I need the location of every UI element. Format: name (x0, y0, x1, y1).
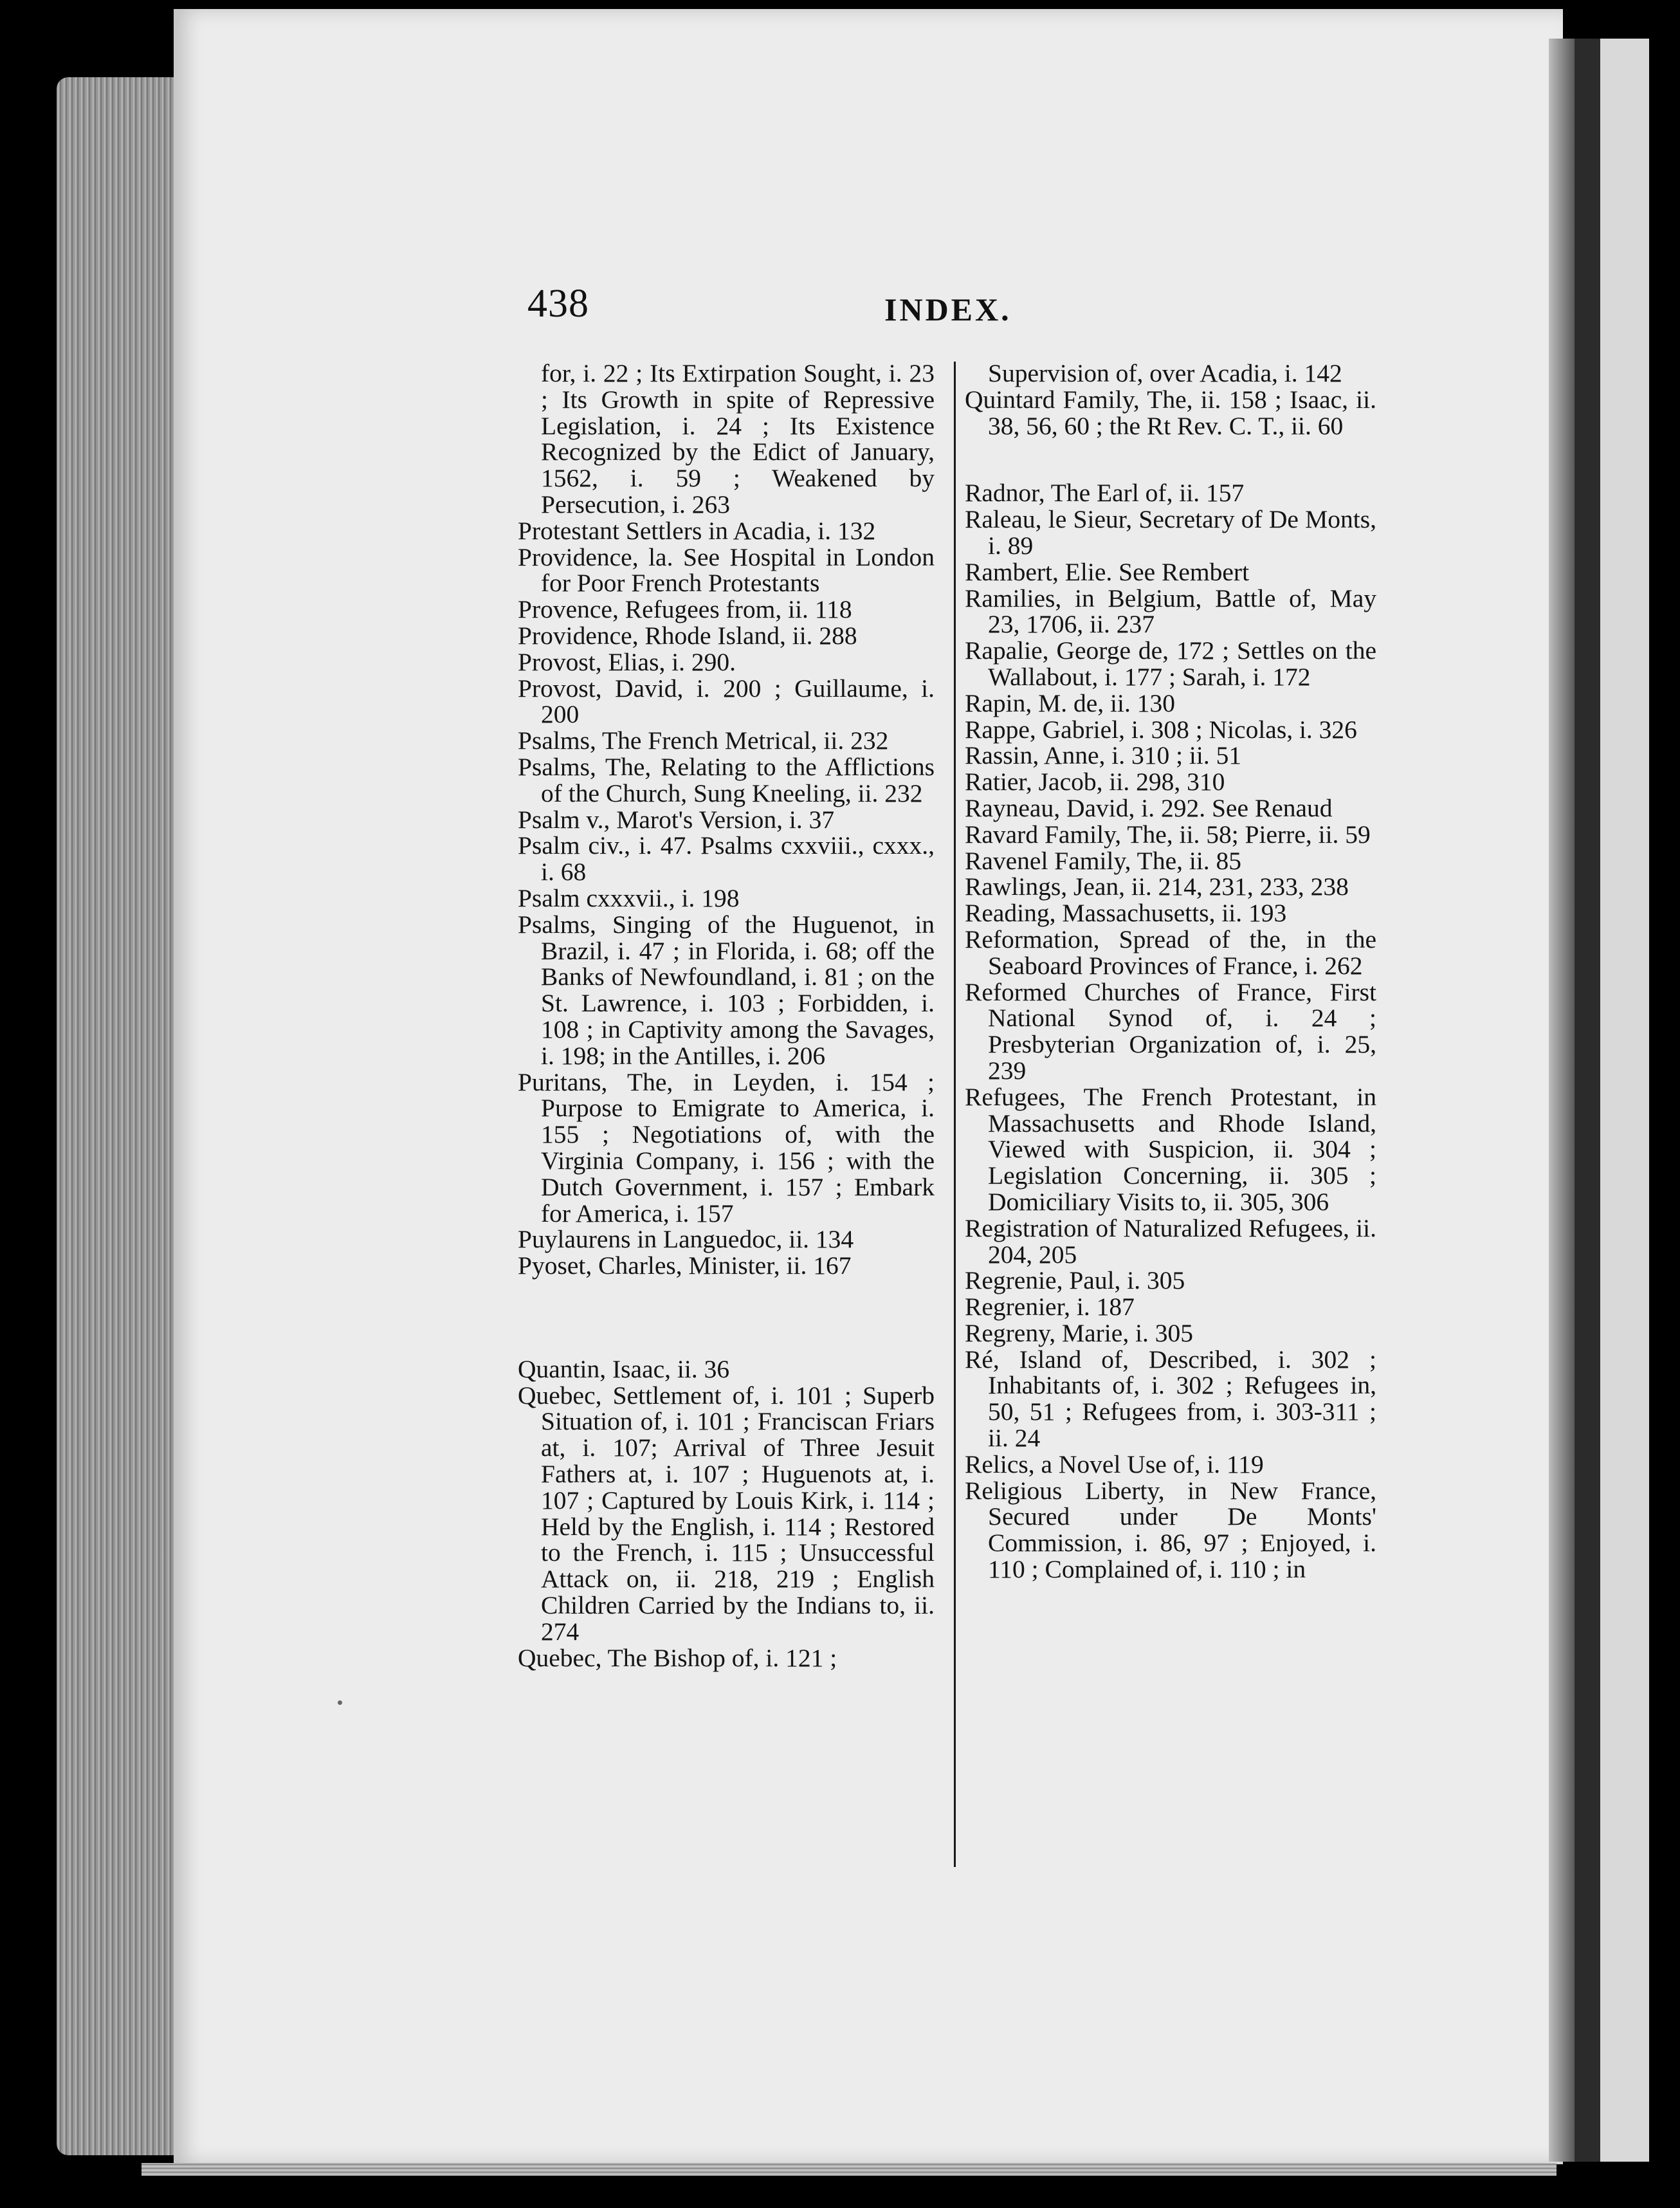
index-entry: Rapalie, George de, 172 ; Settles on the Wallabout, i. 177 ; Sarah, i. 172 (965, 636, 1376, 691)
index-entry: Reading, Massachusetts, ii. 193 (965, 899, 1287, 928)
index-entry: Providence, Rhode Island, ii. 288 (518, 621, 857, 650)
index-entry: Reformation, Spread of the, in the Seaboard Provinces of France, i. 262 (965, 925, 1376, 980)
index-entry: Quebec, Settlement of, i. 101 ; Superb Situation of, i. 101 ; Franciscan Friars at, i. 107; Arrival of Three Jesuit Fathers at, i. 107 ; Huguenots at, i. 107 ; Captured by Louis Kirk, i. 114 ; Held by the English, i. 114 ; Restored to the French, i. 115 ; Unsuccessful Attack on, ii. 218, 219 ; English Children Carried by the Indians to, ii. 274 (518, 1381, 935, 1646)
index-entry: Psalm v., Marot's Version, i. 37 (518, 805, 835, 834)
index-entry: Ré, Island of, Described, i. 302 ; Inhabitants of, i. 302 ; Refugees in, 50, 51 ; Refugees from, i. 303-311 ; ii. 24 (965, 1345, 1376, 1453)
index-entry: Quintard Family, The, ii. 158 ; Isaac, ii. 38, 56, 60 ; the Rt Rev. C. T., ii. 60 (965, 385, 1376, 440)
index-entry: Psalm civ., i. 47. Psalms cxxviii., cxxx., i. 68 (518, 831, 935, 887)
index-entry: Regreny, Marie, i. 305 (965, 1318, 1194, 1347)
column-divider (954, 362, 956, 1867)
letter-group-gap (965, 439, 1376, 480)
index-entry: Registration of Naturalized Refugees, ii. 204, 205 (965, 1213, 1376, 1269)
index-column-right (965, 360, 1376, 1583)
gutter-shadow (1549, 39, 1575, 2162)
index-entry: Rambert, Elie. See Rembert (965, 557, 1250, 586)
index-entry: Provost, David, i. 200 ; Guillaume, i. 200 (518, 674, 935, 729)
index-entry: Raleau, le Sieur, Secretary of De Monts, i. 89 (965, 505, 1376, 560)
index-column-left (518, 360, 935, 1671)
index-entry: Radnor, The Earl of, ii. 157 (965, 479, 1245, 508)
index-entry: Ravard Family, The, ii. 58; Pierre, ii. 59 (965, 820, 1371, 849)
index-entry: for, i. 22 ; Its Extirpation Sought, i. 23 ; Its Growth in spite of Repressive Legislation, i. 24 ; Its Existence Recognized by the Edict of January, 1562, i. 59 ; Weakened by Persecution, i. 263 (541, 359, 935, 519)
letter-group-gap (518, 1279, 935, 1356)
index-entry: Rappe, Gabriel, i. 308 ; Nicolas, i. 326 (965, 715, 1357, 744)
index-entry: Psalm cxxxvii., i. 198 (518, 883, 740, 912)
index-entry: Pyoset, Charles, Minister, ii. 167 (518, 1251, 852, 1280)
index-entry: Quebec, The Bishop of, i. 121 ; (518, 1643, 837, 1672)
index-entry: Psalms, The French Metrical, ii. 232 (518, 726, 889, 755)
index-entry: Rassin, Anne, i. 310 ; ii. 51 (965, 741, 1242, 770)
index-entry: Religious Liberty, in New France, Secured under De Monts' Commission, i. 86, 97 ; Enjoyed, i. 110 ; Complained of, i. 110 ; in (965, 1476, 1376, 1584)
ink-speck (338, 1700, 342, 1705)
index-entry: Providence, la. See Hospital in London for Poor French Protestants (518, 542, 935, 598)
index-entry: Puritans, The, in Leyden, i. 154 ; Purpose to Emigrate to America, i. 155 ; Negotiations of, with the Virginia Company, i. 156 ; with the Dutch Government, i. 157 ; Embark for America, i. 157 (518, 1067, 935, 1228)
index-entry: Rawlings, Jean, ii. 214, 231, 233, 238 (965, 872, 1349, 901)
index-entry: Rayneau, David, i. 292. See Renaud (965, 793, 1333, 822)
facing-page-edge (1600, 39, 1649, 2162)
binding-strip (1575, 39, 1600, 2162)
index-entry: Psalms, The, Relating to the Afflictions of the Church, Sung Kneeling, ii. 232 (518, 752, 935, 807)
index-entry: Psalms, Singing of the Huguenot, in Brazil, i. 47 ; in Florida, i. 68; off the Banks of Newfoundland, i. 81 ; on the St. Lawrence, i. 103 ; Forbidden, i. 108 ; in Captivity among the Savages, i. 198; in the Antilles, i. 206 (518, 910, 935, 1070)
index-entry: Refugees, The French Protestant, in Massachusetts and Rhode Island, Viewed with Suspicion, ii. 304 ; Legislation Concerning, ii. 305 ; Domiciliary Visits to, ii. 305, 306 (965, 1082, 1376, 1216)
index-entry: Quantin, Isaac, ii. 36 (518, 1354, 730, 1383)
book-page-edges (57, 77, 179, 2155)
index-entry: Regrenie, Paul, i. 305 (965, 1266, 1185, 1295)
index-entry: Relics, a Novel Use of, i. 119 (965, 1449, 1264, 1478)
index-entry: Provost, Elias, i. 290. (518, 647, 736, 676)
index-entry: Supervision of, over Acadia, i. 142 (988, 359, 1342, 387)
index-entry: Regrenier, i. 187 (965, 1293, 1135, 1321)
index-entry: Puylaurens in Languedoc, ii. 134 (518, 1225, 854, 1254)
index-entry: Ratier, Jacob, ii. 298, 310 (965, 768, 1225, 796)
bottom-page-edges (142, 2163, 1557, 2176)
index-entry: Ravenel Family, The, ii. 85 (965, 846, 1242, 875)
index-entry: Reformed Churches of France, First National Synod of, i. 24 ; Presbyterian Organization of, i. 25, 239 (965, 977, 1376, 1085)
index-entry: Ramilies, in Belgium, Battle of, May 23, 1706, ii. 237 (965, 584, 1376, 639)
page-title: INDEX. (884, 291, 1012, 327)
index-entry: Provence, Refugees from, ii. 118 (518, 595, 852, 624)
index-entry: Protestant Settlers in Acadia, i. 132 (518, 516, 876, 545)
page-number: 438 (527, 282, 589, 326)
index-entry: Rapin, M. de, ii. 130 (965, 688, 1175, 717)
